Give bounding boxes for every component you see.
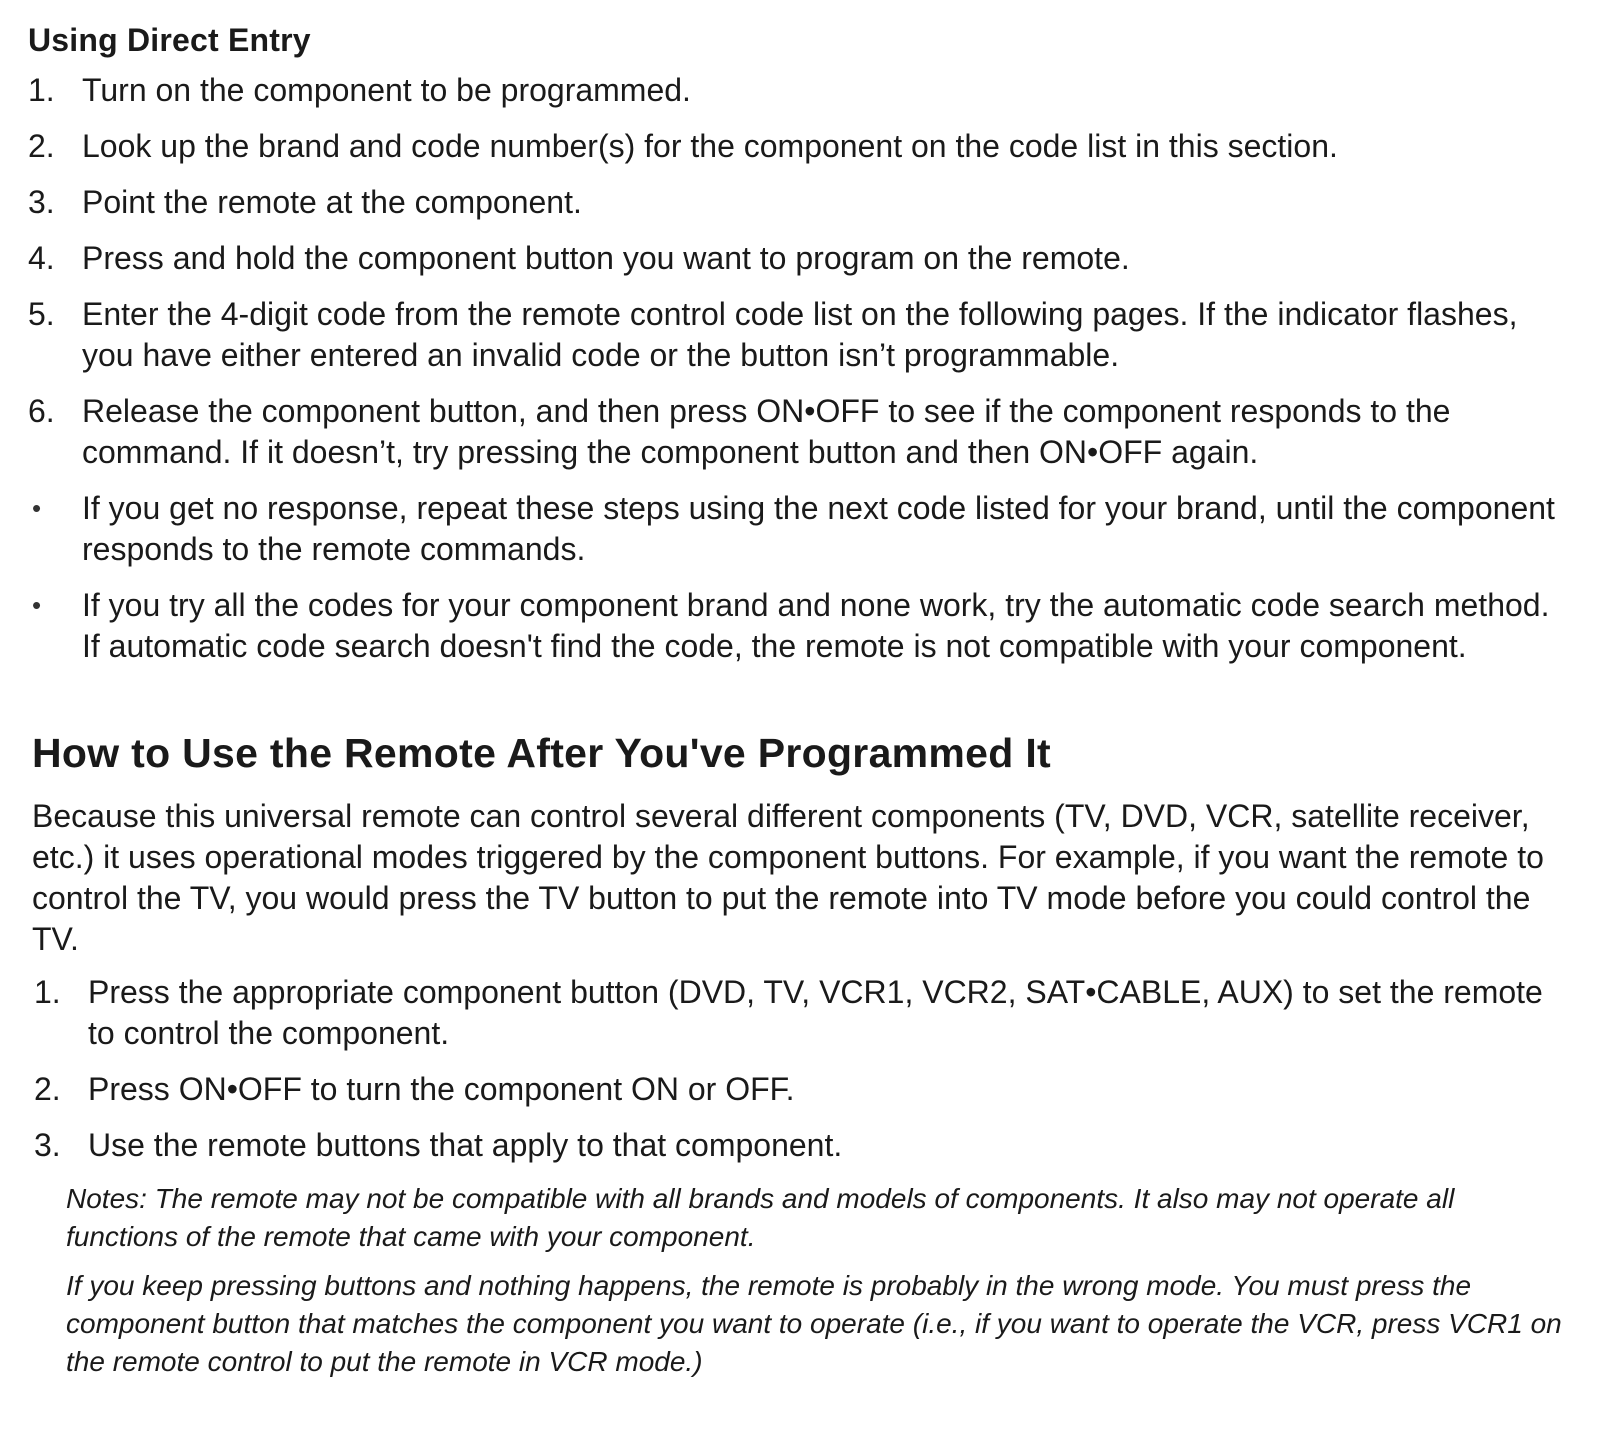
step-number: 1.	[28, 72, 55, 108]
step-number: 3.	[34, 1127, 61, 1163]
list-item	[28, 126, 1568, 167]
step-text: Press ON•OFF to turn the component ON or OFF.	[88, 1071, 795, 1107]
step-text: If you get no response, repeat these steps using the next code listed for your brand, until the component responds to the remote commands.	[82, 490, 1555, 567]
step-text: Press the appropriate component button (DVD, TV, VCR1, VCR2, SAT•CABLE, AUX) to set the remote to control the component.	[88, 974, 1543, 1051]
step-text: Press and hold the component button you want to program on the remote.	[82, 240, 1130, 276]
step-text: Turn on the component to be programmed.	[82, 72, 691, 108]
step-number: 5.	[28, 296, 55, 332]
step-number: 2.	[34, 1071, 61, 1107]
step-text: If you try all the codes for your component brand and none work, try the automatic code search method. If automatic code search doesn't find the code, the remote is not compatible with your component.	[82, 587, 1550, 664]
list-item	[28, 70, 1568, 111]
wrong-mode-note: If you keep pressing buttons and nothing happens, the remote is probably in the wrong mode. You must press the component button that matches the component you want to operate (i.e., if you want to operate the VCR, press VCR1 on the remote control to put the remote in VCR mode.)	[66, 1270, 1562, 1377]
direct-entry-heading: Using Direct Entry	[28, 22, 311, 58]
step-text: Enter the 4-digit code from the remote control code list on the following pages. If the indicator flashes, you have either entered an invalid code or the button isn’t programmable.	[82, 296, 1518, 373]
step-text: Release the component button, and then press ON•OFF to see if the component responds to the command. If it doesn’t, try pressing the component button and then ON•OFF again.	[82, 393, 1451, 470]
step-number: 6.	[28, 393, 55, 429]
list-item	[28, 585, 1568, 667]
list-item	[28, 294, 1568, 376]
compatibility-note: Notes: The remote may not be compatible with all brands and models of components. It also may not operate all functions of the remote that came with your component.	[66, 1183, 1455, 1252]
usage-heading: How to Use the Remote After You've Programmed It	[32, 730, 1051, 776]
step-number: 3.	[28, 184, 55, 220]
bullet-icon: •	[32, 590, 42, 620]
list-item	[34, 972, 1574, 1054]
direct-entry-steps	[28, 70, 1568, 682]
step-number: 1.	[34, 974, 61, 1010]
step-number: 2.	[28, 128, 55, 164]
bullet-icon: •	[32, 493, 42, 523]
list-item	[28, 488, 1568, 570]
list-item	[28, 182, 1568, 223]
step-number: 4.	[28, 240, 55, 276]
step-text: Point the remote at the component.	[82, 184, 582, 220]
list-item	[34, 1125, 1574, 1166]
usage-intro: Because this universal remote can control several different components (TV, DVD, VCR, satellite receiver, etc.) it uses operational modes triggered by the component buttons. For example, if you want the remote to control the TV, you would press the TV button to put the remote into TV mode before you could control the TV.	[32, 798, 1544, 957]
list-item	[34, 1069, 1574, 1110]
list-item	[28, 391, 1568, 473]
step-text: Look up the brand and code number(s) for the component on the code list in this section.	[82, 128, 1338, 164]
usage-steps	[34, 972, 1574, 1181]
list-item	[28, 238, 1568, 279]
step-text: Use the remote buttons that apply to that component.	[88, 1127, 843, 1163]
